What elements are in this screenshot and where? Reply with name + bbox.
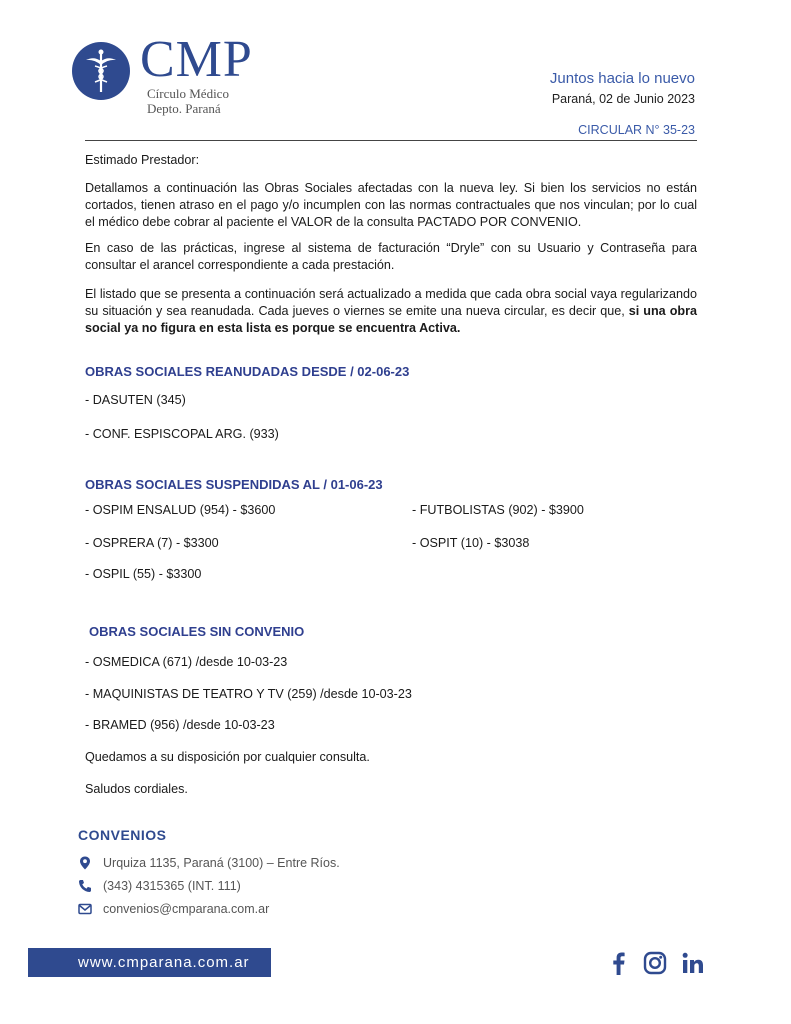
- circular-number: CIRCULAR N° 35-23: [578, 123, 695, 137]
- paragraph-1: Detallamos a continuación las Obras Sociales afectadas con la nueva ley. Si bien los servicios no están cortados, tienen atraso en el pago y/o incumplen con las normas contractuales que nos vinculan; por lo cual el médico debe cobrar al paciente el VALOR de la consulta PACTADO POR CONVENIO.: [85, 181, 697, 229]
- logo-wordmark: CMP: [140, 31, 253, 88]
- list-item: - OSPRERA (7) - $3300: [85, 536, 219, 550]
- list-item: - MAQUINISTAS DE TEATRO Y TV (259) /desde 10-03-23: [85, 687, 412, 701]
- closing-salutation: Saludos cordiales.: [85, 782, 188, 796]
- section-heading-sin-convenio: OBRAS SOCIALES SIN CONVENIO: [89, 624, 305, 639]
- paragraph-3: [85, 286, 697, 337]
- footer-phone: (343) 4315365 (INT. 111): [103, 879, 241, 893]
- list-item: - BRAMED (956) /desde 10-03-23: [85, 718, 275, 732]
- email-icon: [78, 902, 92, 916]
- location-pin-icon: [78, 856, 92, 870]
- paragraph-3-text: El listado que se presenta a continuación será actualizado a medida que cada obra social vaya regularizando su situación y sea reanudada. Cada jueves o viernes se emite una nueva circular, es decir que,: [85, 287, 697, 318]
- section-heading-reanudadas: OBRAS SOCIALES REANUDADAS DESDE / 02-06-23: [85, 364, 410, 379]
- list-item: - OSPIM ENSALUD (954) - $3600: [85, 503, 276, 517]
- logo-subtitle-2: Depto. Paraná: [147, 101, 221, 116]
- section-heading-suspendidas: OBRAS SOCIALES SUSPENDIDAS AL / 01-06-23: [85, 477, 383, 492]
- footer-email[interactable]: convenios@cmparana.com.ar: [103, 902, 270, 916]
- greeting: Estimado Prestador:: [85, 153, 200, 167]
- linkedin-icon[interactable]: [680, 950, 706, 976]
- document-date: Paraná, 02 de Junio 2023: [551, 92, 695, 106]
- logo-subtitle-1: Círculo Médico: [147, 86, 229, 101]
- list-item: - OSMEDICA (671) /desde 10-03-23: [85, 655, 288, 669]
- caduceus-logo-icon: [72, 42, 130, 100]
- paragraph-2: En caso de las prácticas, ingrese al sistema de facturación “Dryle” con su Usuario y Contraseña para consultar el arancel correspondiente a cada prestación.: [85, 241, 697, 272]
- list-item: - DASUTEN (345): [85, 393, 186, 407]
- slogan: Juntos hacia lo nuevo: [549, 70, 695, 87]
- footer-title: CONVENIOS: [78, 827, 167, 843]
- list-item: - CONF. ESPISCOPAL ARG. (933): [85, 427, 279, 441]
- footer-address: Urquiza 1135, Paraná (3100) – Entre Ríos.: [103, 856, 340, 870]
- facebook-icon[interactable]: [606, 950, 632, 976]
- paragraph-3-bold: si una obra social ya no figura en esta lista es porque se encuentra Activa.: [85, 304, 697, 335]
- instagram-icon[interactable]: [642, 950, 668, 976]
- list-item: - FUTBOLISTAS (902) - $3900: [412, 503, 584, 517]
- closing-line: Quedamos a su disposición por cualquier consulta.: [85, 750, 370, 764]
- footer-email-row: [78, 902, 269, 916]
- header-divider: [85, 140, 697, 141]
- footer-address-row: [78, 856, 340, 870]
- list-item: - OSPIT (10) - $3038: [412, 536, 530, 550]
- website-link[interactable]: www.cmparana.com.ar: [28, 948, 271, 977]
- phone-icon: [78, 879, 92, 893]
- footer-phone-row: [78, 879, 241, 893]
- list-item: - OSPIL (55) - $3300: [85, 567, 202, 581]
